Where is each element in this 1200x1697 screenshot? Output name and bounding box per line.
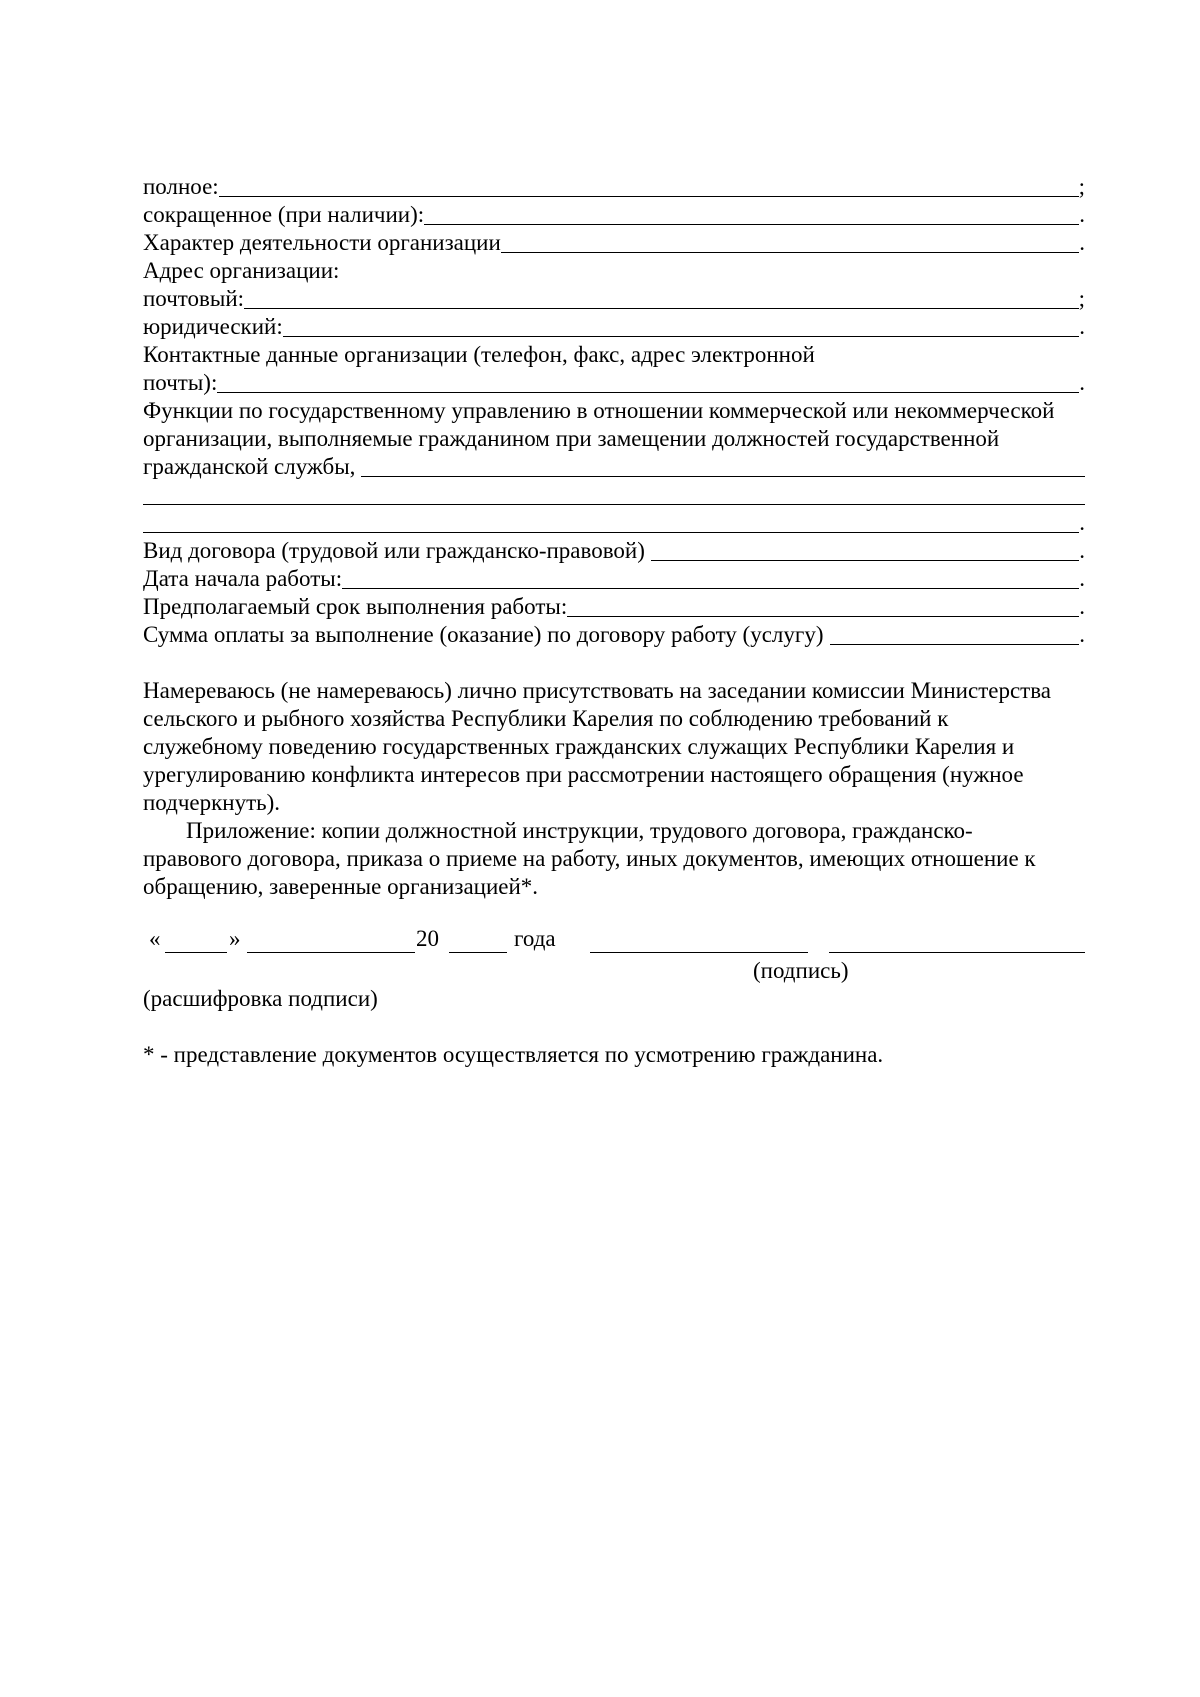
open-quote: «	[149, 926, 161, 951]
contacts-end: .	[1079, 370, 1085, 395]
payment-end: .	[1079, 622, 1085, 647]
activity-label: Характер деятельности организации	[143, 230, 501, 255]
intent-line: сельского и рыбного хозяйства Республики Карелия по соблюдению требований к	[143, 706, 949, 731]
full-name-input-line[interactable]	[219, 174, 1079, 197]
intent-line: подчеркнуть).	[143, 790, 281, 815]
document-page	[143, 173, 1113, 1069]
contacts-heading: Контактные данные организации (телефон, факс, адрес электронной	[143, 342, 815, 367]
spacer	[143, 901, 1113, 929]
legal-address-input-line[interactable]	[283, 314, 1080, 337]
functions-label: гражданской службы,	[143, 454, 356, 479]
activity-end: .	[1079, 230, 1085, 255]
signature-caption-row	[143, 957, 1113, 985]
full-name-label: полное:	[143, 174, 219, 199]
start-date-end: .	[1079, 566, 1085, 591]
functions-input-line-2[interactable]	[143, 482, 1085, 505]
functions-row	[143, 453, 1085, 481]
postal-address-input-line[interactable]	[244, 286, 1079, 309]
legal-address-label: юридический:	[143, 314, 283, 339]
attachment-paragraph	[143, 817, 1113, 901]
close-quote: »	[229, 926, 241, 951]
contract-type-input-line[interactable]	[651, 538, 1079, 561]
full-name-row	[143, 173, 1085, 201]
spacer	[143, 649, 1113, 677]
intent-line: служебному поведению государственных гражданских служащих Республики Карелия и	[143, 734, 1015, 759]
month-input-line[interactable]	[247, 932, 415, 953]
signature-row	[143, 926, 1113, 957]
year-word: года	[514, 926, 556, 951]
address-heading: Адрес организации:	[143, 258, 340, 283]
signature-input-line[interactable]	[590, 932, 808, 953]
term-input-line[interactable]	[567, 594, 1079, 617]
decoding-caption: (расшифровка подписи)	[143, 986, 378, 1011]
start-date-input-line[interactable]	[342, 566, 1079, 589]
attachment-line: Приложение: копии должностной инструкции, трудового договора, гражданско-	[186, 818, 973, 843]
functions-blank-row-2	[143, 481, 1085, 509]
signature-decoding-input-line[interactable]	[829, 932, 1085, 953]
short-name-end: .	[1079, 202, 1085, 227]
term-label: Предполагаемый срок выполнения работы:	[143, 594, 568, 619]
intent-paragraph	[143, 677, 1113, 817]
intent-line: Намереваюсь (не намереваюсь) лично присутствовать на заседании комиссии Министерства	[143, 678, 1051, 703]
payment-input-line[interactable]	[830, 622, 1080, 645]
day-input-line[interactable]	[165, 932, 227, 953]
activity-row	[143, 229, 1085, 257]
intent-line: урегулированию конфликта интересов при рассмотрении настоящего обращения (нужное	[143, 762, 1024, 787]
short-name-input-line[interactable]	[424, 202, 1079, 225]
functions-line-1: Функции по государственному управлению в отношении коммерческой или некоммерческой	[143, 398, 1055, 423]
contacts-input-line[interactable]	[217, 370, 1079, 393]
full-name-end: ;	[1078, 174, 1085, 199]
contract-type-end: .	[1079, 538, 1085, 563]
payment-label: Сумма оплаты за выполнение (оказание) по договору работу (услугу)	[143, 622, 824, 647]
postal-address-end: ;	[1078, 286, 1085, 311]
functions-blank-row-3	[143, 509, 1085, 537]
footnote: * - представление документов осуществляется по усмотрению гражданина.	[143, 1042, 884, 1067]
contacts-label: почты):	[143, 370, 218, 395]
start-date-row	[143, 565, 1085, 593]
short-name-label: сокращенное (при наличии):	[143, 202, 425, 227]
signature-caption: (подпись)	[753, 958, 849, 983]
contract-type-row	[143, 537, 1085, 565]
functions-line-2: организации, выполняемые гражданином при замещении должностей государственной	[143, 426, 1000, 451]
contacts-row	[143, 369, 1085, 397]
term-row	[143, 593, 1085, 621]
century-label: 20	[416, 926, 439, 951]
payment-row	[143, 621, 1085, 649]
term-end: .	[1079, 594, 1085, 619]
legal-address-row	[143, 313, 1085, 341]
start-date-label: Дата начала работы:	[143, 566, 343, 591]
functions-input-line-1[interactable]	[361, 454, 1085, 477]
year-input-line[interactable]	[449, 932, 507, 953]
postal-address-row	[143, 285, 1085, 313]
legal-address-end: .	[1079, 314, 1085, 339]
spacer	[143, 1013, 1113, 1041]
contract-type-label: Вид договора (трудовой или гражданско-правовой)	[143, 538, 645, 563]
short-name-row	[143, 201, 1085, 229]
functions-input-line-3[interactable]	[143, 510, 1079, 533]
attachment-line: правового договора, приказа о приеме на работу, иных документов, имеющих отношение к	[143, 846, 1036, 871]
postal-address-label: почтовый:	[143, 286, 245, 311]
functions-end: .	[1079, 510, 1085, 535]
attachment-line: обращению, заверенные организацией*.	[143, 874, 539, 899]
activity-input-line[interactable]	[501, 230, 1079, 253]
